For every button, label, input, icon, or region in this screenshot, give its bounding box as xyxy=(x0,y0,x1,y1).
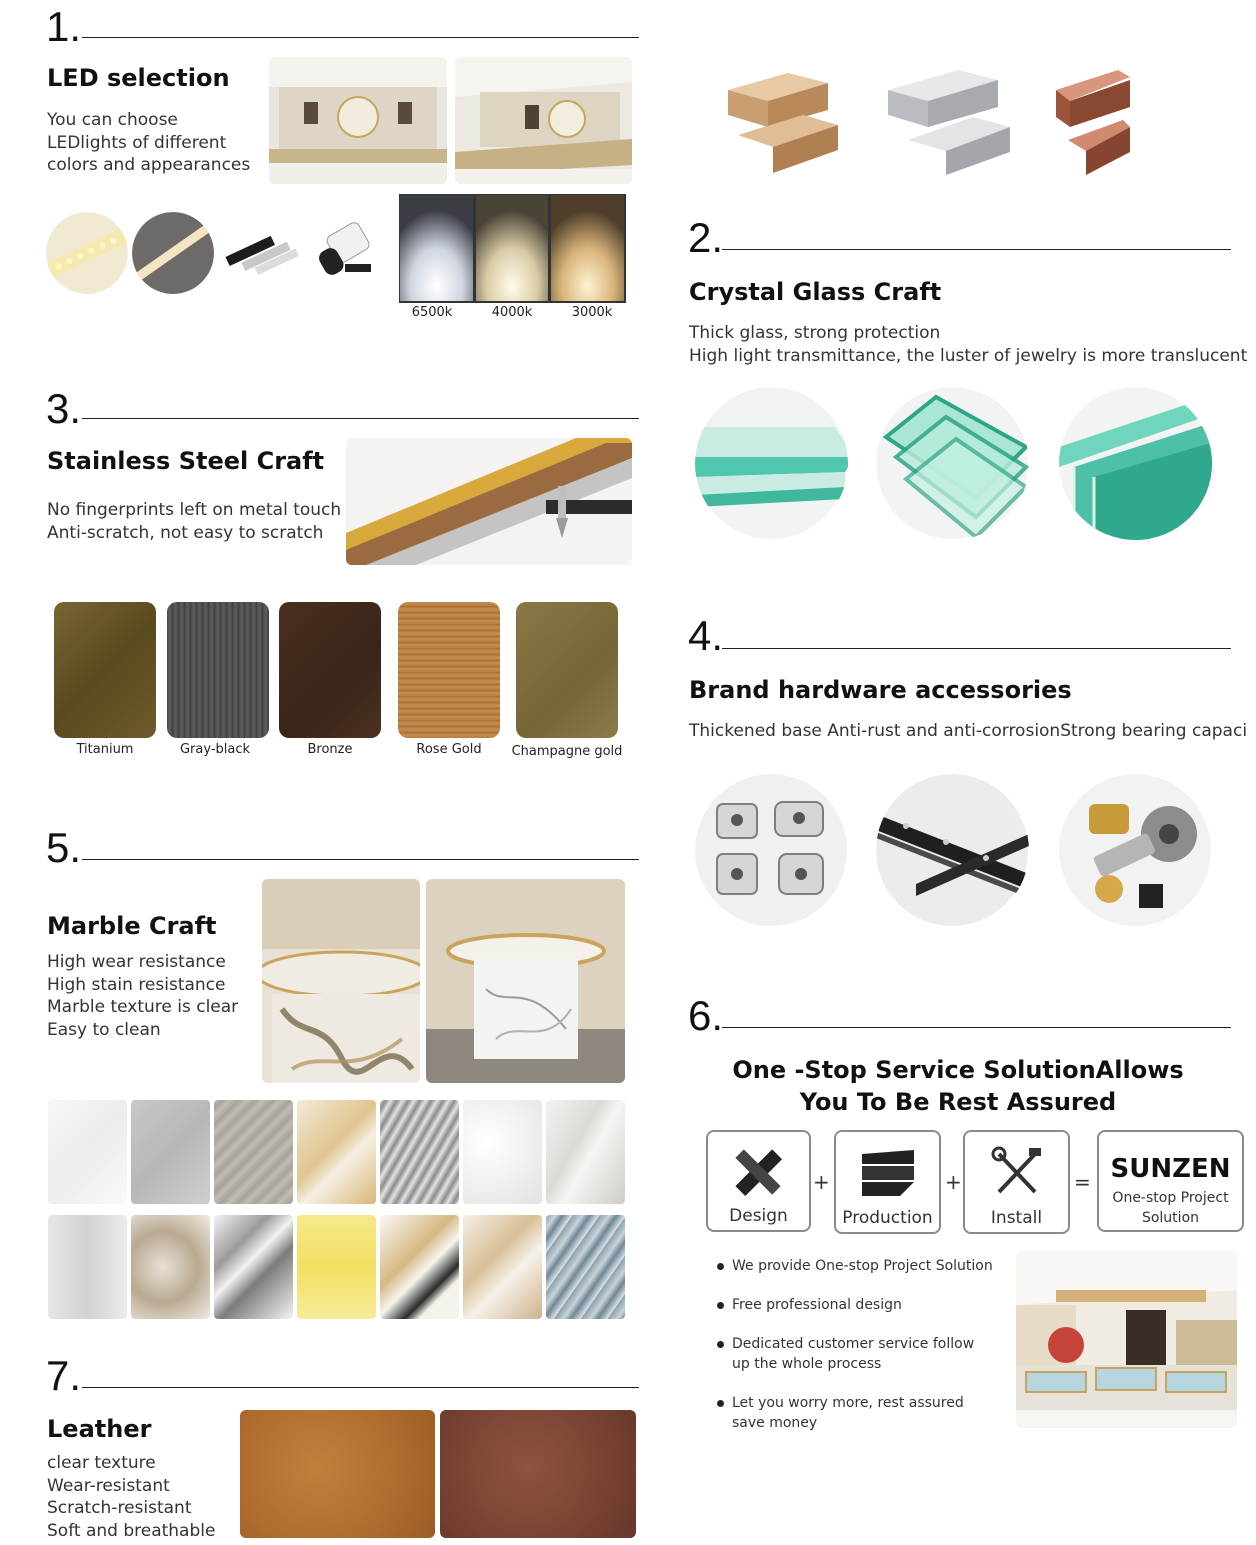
step-install-label: Install xyxy=(990,1208,1043,1228)
bullet-4: Let you worry more, rest assured xyxy=(732,1395,964,1411)
marble-swatch xyxy=(546,1100,625,1204)
section-5-title: Marble Craft xyxy=(47,912,217,940)
section-2-number: 2. xyxy=(688,214,724,261)
finish-label-rose-gold: Rose Gold xyxy=(416,742,482,757)
section-5-rule xyxy=(82,859,639,860)
metal-profiles-image xyxy=(718,55,1130,190)
marble-swatch xyxy=(48,1215,127,1319)
marble-display-image-1 xyxy=(262,879,420,1083)
plus-sign-1: + xyxy=(813,1170,830,1194)
section-4-title: Brand hardware accessories xyxy=(689,676,1072,704)
marble-swatch xyxy=(297,1215,376,1319)
stainless-steel-bars-image xyxy=(346,438,632,565)
led-strip-neutral-image xyxy=(132,212,214,294)
step-install-box xyxy=(963,1130,1070,1234)
section-1-title: LED selection xyxy=(47,64,230,92)
finish-label-champagne-gold: Champagne gold xyxy=(511,744,623,759)
marble-swatch xyxy=(380,1100,459,1204)
finish-label-titanium: Titanium xyxy=(76,742,134,757)
section-6-number: 6. xyxy=(688,992,724,1039)
section-3-rule xyxy=(82,418,639,419)
bullet-3-continued: up the whole process xyxy=(732,1356,882,1372)
temp-label-6500k: 6500k xyxy=(411,305,453,320)
marble-swatch xyxy=(546,1215,625,1319)
led-strip-warm-image xyxy=(46,212,128,294)
finish-rose-gold-swatch xyxy=(398,602,500,738)
showroom-image-2 xyxy=(455,57,632,184)
section-4-desc: Thickened base Anti-rust and anti-corrosionStrong bearing capaci xyxy=(689,721,1248,741)
hardware-drawer-slide-image xyxy=(876,774,1029,927)
color-temperature-panels xyxy=(399,194,626,304)
section-2-rule xyxy=(722,249,1231,250)
temp-label-3000k: 3000k xyxy=(571,305,613,320)
leather-tan-swatch xyxy=(240,1410,435,1538)
brand-name: SUNZEN xyxy=(1110,1154,1231,1184)
marble-swatch xyxy=(380,1215,459,1319)
step-production-box xyxy=(834,1130,941,1234)
glass-sample-3 xyxy=(1059,387,1212,540)
section-3-desc: No fingerprints left on metal touch Anti-scratch, not easy to scratch xyxy=(47,500,342,543)
equals-sign: = xyxy=(1074,1170,1091,1194)
section-4-rule xyxy=(722,648,1231,649)
sunzen-result-box xyxy=(1097,1130,1244,1232)
section-3-number: 3. xyxy=(46,385,82,432)
step-production-label: Production xyxy=(842,1208,933,1228)
section-4-number: 4. xyxy=(688,612,724,659)
section-1-desc: You can choose LEDlights of different colors and appearances xyxy=(47,110,251,175)
bullet-1: We provide One-stop Project Solution xyxy=(732,1258,993,1274)
step-design-box xyxy=(706,1130,811,1232)
showroom-image-1 xyxy=(269,57,447,184)
finish-champagne-gold-swatch xyxy=(516,602,618,738)
finish-label-bronze: Bronze xyxy=(307,742,353,757)
hardware-parts-image xyxy=(1059,774,1212,927)
section-1-rule xyxy=(82,37,639,38)
finish-label-gray-black: Gray-black xyxy=(179,742,251,757)
finish-bronze-swatch xyxy=(279,602,381,738)
brand-subtitle: One-stop Project Solution xyxy=(1112,1190,1229,1226)
marble-swatch xyxy=(214,1100,293,1204)
section-6-title: One -Stop Service SolutionAllows You To Be Rest Assured xyxy=(732,1056,1184,1116)
aluminum-profile-image xyxy=(219,212,301,294)
marble-swatch xyxy=(48,1100,127,1204)
section-5-desc: High wear resistance High stain resistance Marble texture is clear Easy to clean xyxy=(47,952,239,1040)
marble-swatch xyxy=(463,1215,542,1319)
section-7-title: Leather xyxy=(47,1415,152,1443)
section-7-number: 7. xyxy=(46,1352,82,1399)
marble-swatch xyxy=(214,1215,293,1319)
bullet-2: Free professional design xyxy=(732,1297,902,1313)
marble-swatch xyxy=(131,1215,210,1319)
section-6-rule xyxy=(722,1027,1231,1028)
temp-label-4000k: 4000k xyxy=(491,305,533,320)
marble-display-image-2 xyxy=(426,879,625,1083)
bullet-3: Dedicated customer service follow xyxy=(732,1336,975,1352)
marble-swatch xyxy=(297,1100,376,1204)
leather-brown-swatch xyxy=(440,1410,636,1538)
finish-titanium-swatch xyxy=(54,602,156,738)
section-3-title: Stainless Steel Craft xyxy=(47,447,325,475)
glass-sample-2 xyxy=(876,387,1029,540)
bullet-4-continued: save money xyxy=(732,1415,818,1431)
hardware-hinges-image xyxy=(695,774,848,927)
glass-sample-1 xyxy=(695,387,848,540)
track-spotlight-image xyxy=(305,212,387,294)
section-7-rule xyxy=(82,1387,639,1388)
marble-swatch xyxy=(463,1100,542,1204)
section-2-desc: Thick glass, strong protection High light transmittance, the luster of jewelry is more translucent xyxy=(689,323,1248,366)
section-5-number: 5. xyxy=(46,824,82,871)
plus-sign-2: + xyxy=(945,1170,962,1194)
production-icon xyxy=(860,1150,916,1198)
section-7-desc: clear texture Wear-resistant Scratch-resistant Soft and breathable xyxy=(47,1453,216,1541)
marble-swatch xyxy=(131,1100,210,1204)
section-2-title: Crystal Glass Craft xyxy=(689,278,942,306)
step-design-label: Design xyxy=(729,1206,788,1226)
store-interior-image xyxy=(1016,1250,1237,1428)
section-1-number: 1. xyxy=(46,3,82,50)
wrench-screwdriver-icon xyxy=(991,1146,1043,1200)
ruler-pencil-icon xyxy=(732,1146,784,1198)
finish-gray-black-swatch xyxy=(167,602,269,738)
